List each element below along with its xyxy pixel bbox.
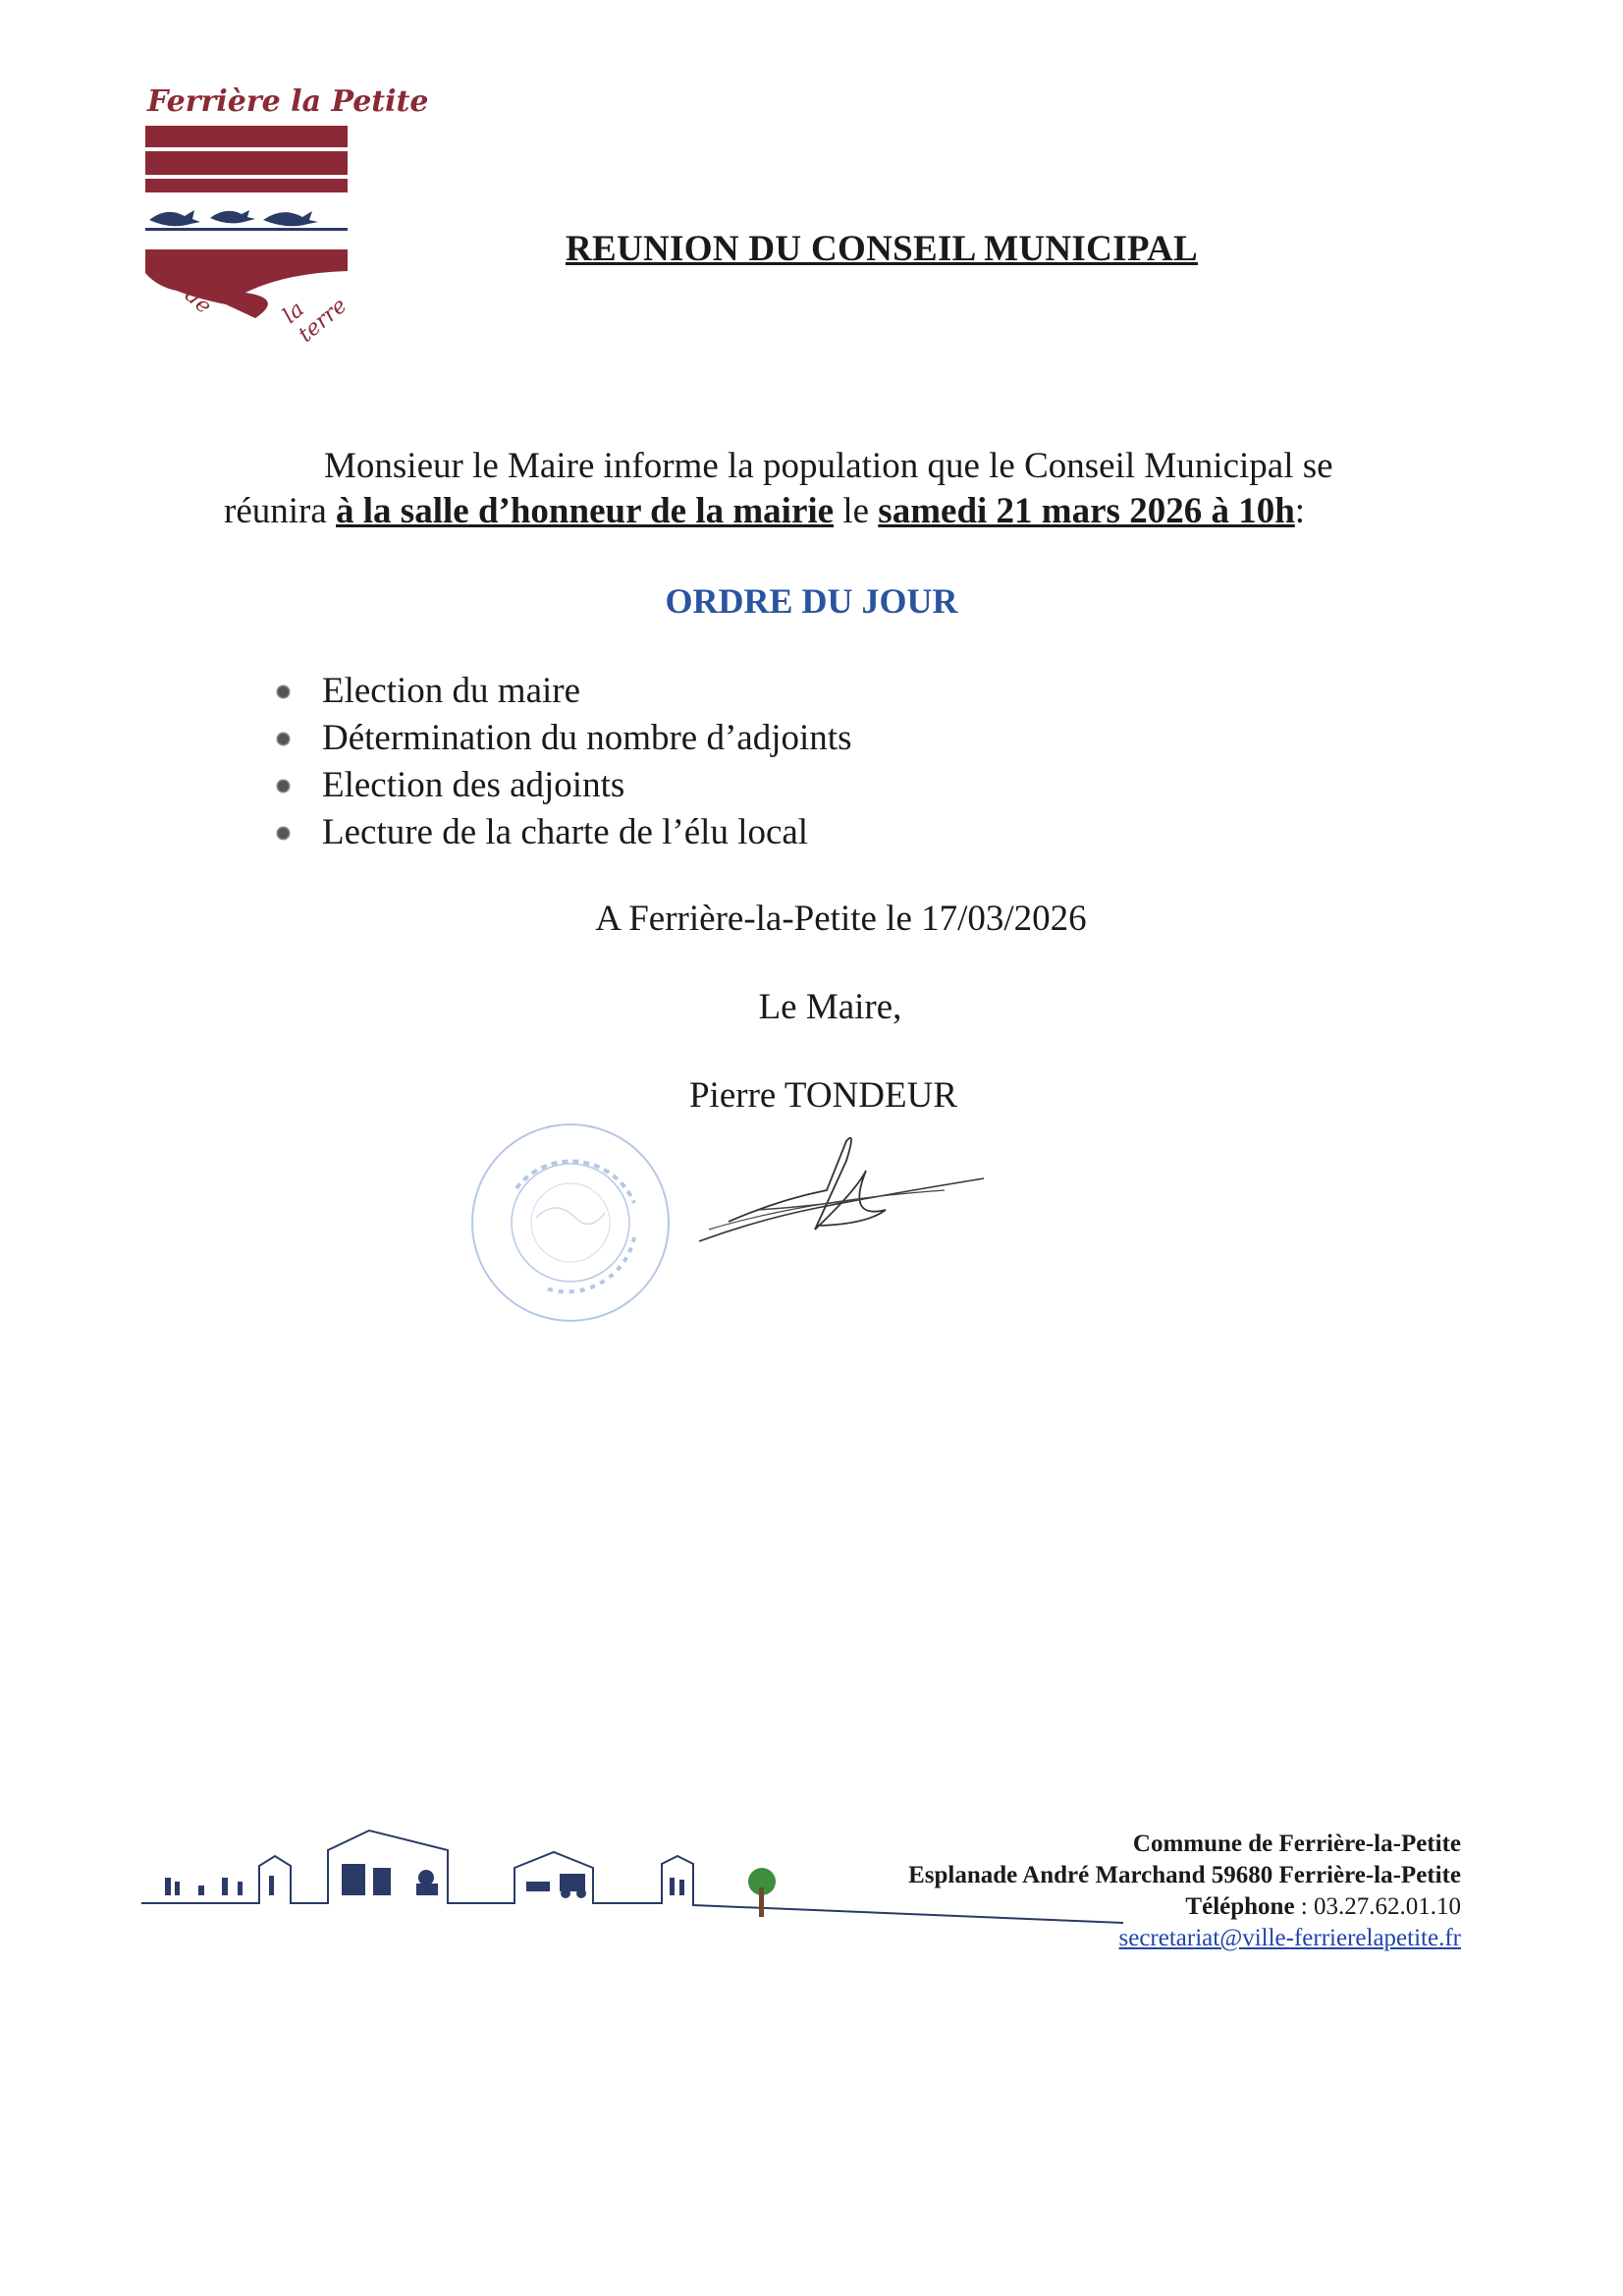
agenda-item: Lecture de la charte de l’élu local — [275, 809, 851, 856]
intro-colon: : — [1294, 491, 1306, 531]
logo-motto-left: cité de — [144, 251, 217, 319]
intro-word-reunira: réunira — [224, 491, 327, 531]
footer-phone: Téléphone : 03.27.62.01.10 — [1185, 1893, 1461, 1920]
signatory-role: Le Maire, — [758, 987, 902, 1027]
meeting-datetime: samedi 21 mars 2026 à 10h — [878, 491, 1295, 531]
intro-paragraph — [224, 444, 1382, 534]
signature-icon — [699, 1131, 984, 1249]
footer-commune: Commune de Ferrière-la-Petite — [1132, 1831, 1461, 1857]
footer-phone-label: Téléphone — [1185, 1893, 1295, 1920]
logo-title: Ferrière la Petite — [147, 84, 429, 119]
place-date: A Ferrière-la-Petite le 17/03/2026 — [595, 899, 1087, 939]
footer-email-link[interactable]: secretariat@ville-ferrierelapetite.fr — [1118, 1925, 1461, 1951]
intro-line-1: Monsieur le Maire informe la population que le Conseil Municipal se — [324, 446, 1333, 486]
agenda-list — [275, 668, 851, 856]
document-title: REUNION DU CONSEIL MUNICIPAL — [566, 229, 1198, 269]
footer-phone-value: 03.27.62.01.10 — [1314, 1893, 1461, 1920]
municipal-logo — [137, 79, 429, 373]
official-stamp-icon — [458, 1110, 683, 1336]
agenda-item: Election du maire — [275, 668, 851, 715]
footer-contact — [766, 1829, 1461, 1954]
intro-word-le: le — [842, 491, 870, 531]
logo-motto-right: la terre — [278, 293, 352, 348]
agenda-heading: ORDRE DU JOUR — [665, 581, 958, 621]
meeting-location: à la salle d’honneur de la mairie — [336, 491, 835, 531]
footer-address: Esplanade André Marchand 59680 Ferrière-la-Petite — [908, 1862, 1461, 1888]
agenda-item: Election des adjoints — [275, 762, 851, 809]
agenda-item: Détermination du nombre d’adjoints — [275, 715, 851, 762]
signatory-name: Pierre TONDEUR — [688, 1075, 958, 1116]
